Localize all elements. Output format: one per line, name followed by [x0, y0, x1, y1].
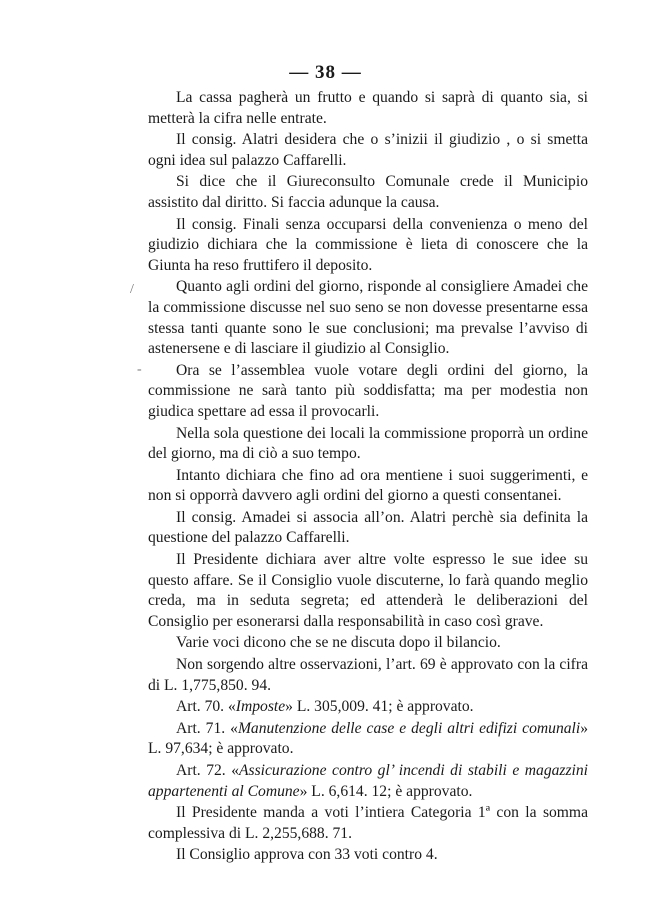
paragraph: Nella sola questione dei locali la commissione proporrà un ordine del giorno, ma di ciò a suo tempo. — [148, 424, 588, 463]
article-label: Art. 72. — [176, 762, 226, 779]
quote-close: » — [285, 698, 293, 716]
paragraph: Il Presidente dichiara aver altre volte espresso le sue idee su questo affare. Se il Consiglio vuole discuterne, lo farà quando meglio creda, ma in seduta segreta; ed attenderà le deliberazioni del Consiglio per esonerarsi dalla responsabilità in caso così grave. — [148, 551, 588, 630]
article-title: Imposte — [235, 698, 286, 716]
article-amount: L. 305,009. 41; è approvato. — [296, 698, 474, 716]
article-amount: L. 6,614. 12; è approvato. — [311, 782, 473, 800]
quote-open: « — [227, 698, 236, 716]
article-70 — [148, 697, 588, 718]
article-label: Art. 70. — [176, 698, 225, 716]
paragraph: Quanto agli ordini del giorno, risponde al consigliere Amadei che la commissione discusse nel suo seno se non dovesse presentarne essa stessa tanti quante sono le sue conclusioni; ma prevalse l’avviso di astenersene e di lasciare il giudizio al Consiglio. — [148, 278, 588, 358]
margin-mark: / — [130, 282, 134, 297]
margin-mark: - — [137, 362, 142, 377]
paragraph: La cassa pagherà un frutto e quando si saprà di quanto sia, si metterà la cifra nelle entrate. — [148, 89, 588, 127]
quote-close: » — [580, 719, 589, 737]
article-amount: L. 97,634; è approvato. — [148, 740, 294, 758]
article-71 — [148, 719, 588, 760]
paragraph: Ora se l’assemblea vuole votare degli ordini del giorno, la commissione ne sarà tanto più soddisfatta; ma per modestia non giudica spettare ad essa il provocarli. — [148, 361, 588, 420]
article-72 — [148, 761, 588, 802]
paragraph: Intanto dichiara che fino ad ora mentiene i suoi suggerimenti, e non si opporrà davvero agli ordini del giorno a questi consentanei. — [148, 466, 588, 505]
page-number: — 38 — — [289, 62, 362, 83]
quote-close: » — [299, 782, 308, 800]
paragraph: Varie voci dicono che se ne discuta dopo il bilancio. — [176, 634, 501, 652]
paragraph: Si dice che il Giureconsulto Comunale crede il Municipio assistito dal diritto. Si faccia adunque la causa. — [148, 173, 588, 211]
quote-open: « — [230, 719, 238, 737]
paragraph: Il Presidente manda a voti l’intiera Categoria 1ª con la somma complessiva di L. 2,255,688. 71. — [148, 804, 588, 842]
paragraph: Il consig. Alatri desidera che o s’inizii il giudizio , o si smetta ogni idea sul palazzo Caffarelli. — [148, 131, 588, 169]
article-label: Art. 71. — [176, 719, 226, 737]
article-title: Assicurazione contro gl’ incendi di stabili e magazzini appartenenti al Comune — [148, 762, 589, 800]
body-text — [148, 88, 588, 866]
paragraph: Il Consiglio approva con 33 voti contro 4. — [176, 846, 438, 864]
paragraph: Non sorgendo altre osservazioni, l’art. 69 è approvato con la cifra di L. 1,775,850. 94. — [148, 656, 588, 694]
paragraph: Il consig. Finali senza occuparsi della convenienza o meno del giudizio dichiara che la commissione è lieta di conoscere che la Giunta ha reso fruttifero il deposito. — [148, 215, 588, 274]
paragraph: Il consig. Amadei si associa all’on. Alatri perchè sia definita la questione del palazzo Caffarelli. — [148, 508, 588, 547]
article-title: Manutenzione delle case e degli altri edifizi comunali — [237, 719, 581, 737]
quote-open: « — [231, 762, 240, 779]
